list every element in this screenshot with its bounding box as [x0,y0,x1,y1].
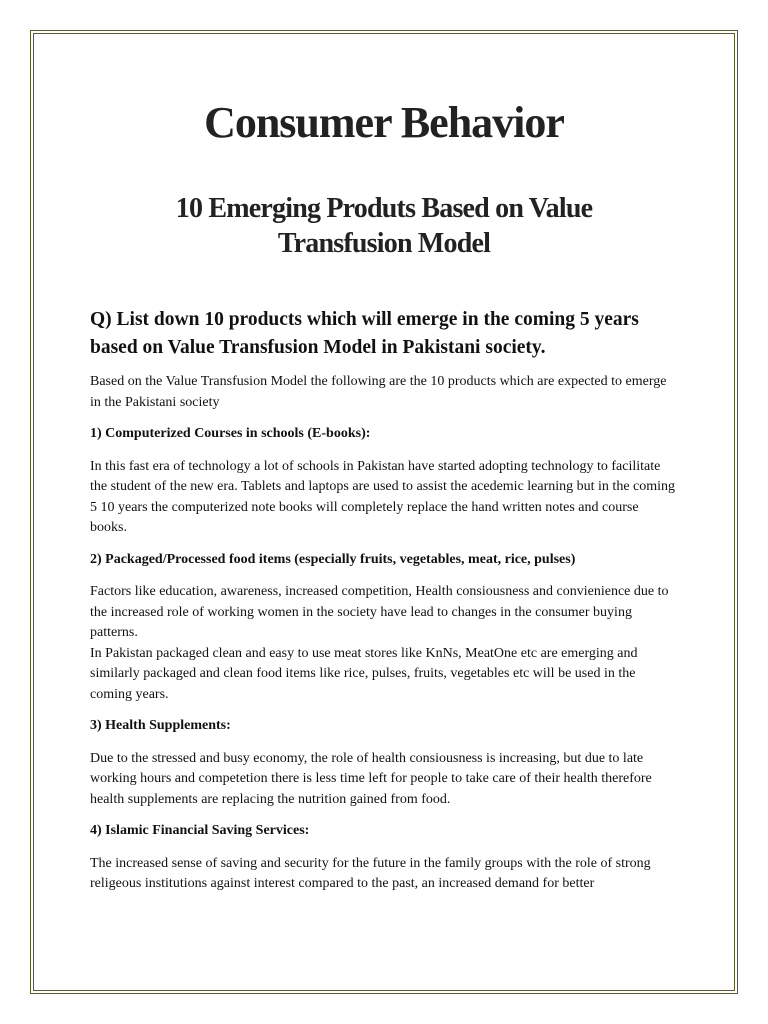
subtitle-line-1: 10 Emerging Produts Based on Value [175,193,593,224]
intro-paragraph: Based on the Value Transfusion Model the following are the 10 products which are expected to emerge in the Pakistani society [90,374,667,410]
section-heading-4: 4) Islamic Financial Saving Services: [90,823,310,838]
question-text: Q) List down 10 products which will emerge in the coming 5 years based on Value Transfusion Model in Pakistani society. [90,309,639,358]
section-heading-3: 3) Health Supplements: [90,718,231,733]
subtitle-line-2: Transfusion Model [277,228,491,259]
document-subtitle [90,191,678,261]
section-heading-1: 1) Computerized Courses in schools (E-books): [90,426,371,441]
section-1-paragraph: In this fast era of technology a lot of schools in Pakistan have started adopting technology to facilitate the student of the new era. Tablets and laptops are used to assist the acedemic learning but in the coming 5 10 years the computerized note books will completely replace the hand written notes and course books. [90,458,676,535]
section-3-paragraph: Due to the stressed and busy economy, the role of health consiousness is increasing, but due to late working hours and competetion there is less time left for people to take care of their health therefore health supplements are replacing the nutrition gained from food. [90,750,652,807]
section-2-paragraph-2: In Pakistan packaged clean and easy to use meat stores like KnNs, MeatOne etc are emerging and similarly packaged and clean food items like rice, pulses, fruits, vegetables etc will be used in the coming years. [90,645,638,702]
section-2-paragraph-1: Factors like education, awareness, increased competition, Health consiousness and convienience due to the increased role of working women in the society have lead to changes in the consumer buying patterns. [90,584,669,640]
document-body [90,372,678,906]
section-heading-2: 2) Packaged/Processed food items (especially fruits, vegetables, meat, rice, pulses) [90,551,576,567]
section-4-paragraph: The increased sense of saving and security for the future in the family groups with the role of strong religeous institutions against interest compared to the past, an increased demand for better [90,855,651,891]
document-title: Consumer Behavior [204,98,564,147]
